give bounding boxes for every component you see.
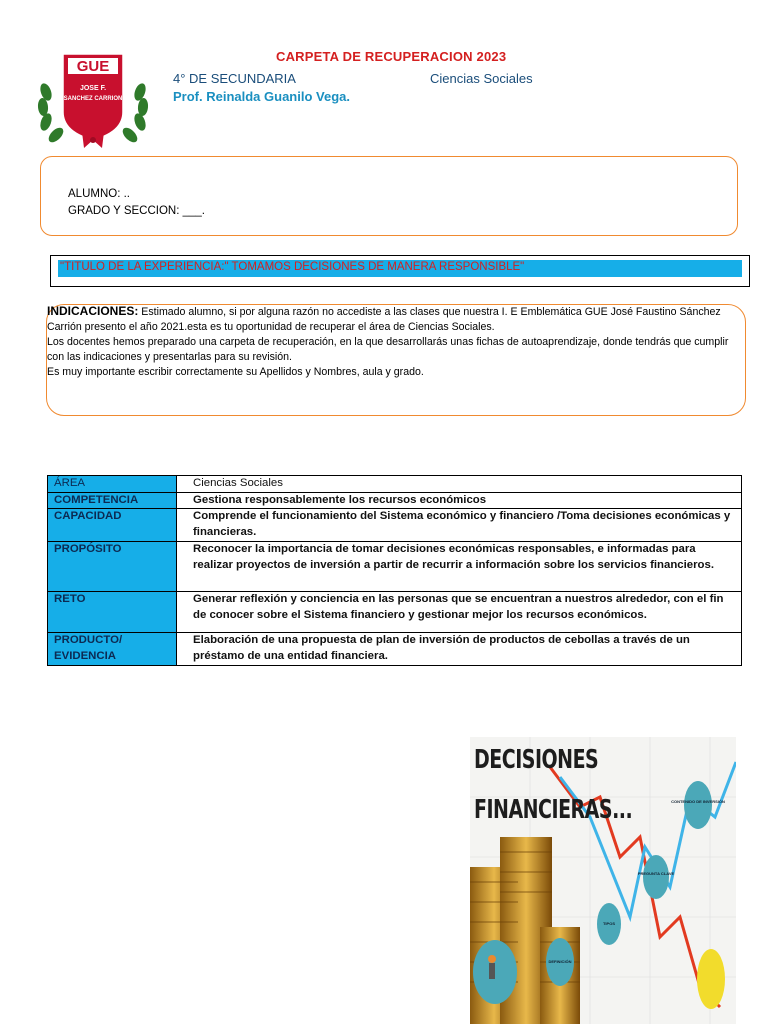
row-value: Comprende el funcionamiento del Sistema económico y financiero /Toma decisiones económicas y financieras. — [177, 509, 742, 542]
row-key: RETO — [48, 592, 177, 633]
student-info-box — [40, 156, 738, 236]
svg-text:JOSE F.: JOSE F. — [79, 85, 107, 92]
indications-lead: INDICACIONES: — [47, 304, 139, 318]
table-row — [48, 476, 742, 493]
school-logo — [36, 52, 150, 152]
table-row — [48, 542, 742, 592]
teacher-name: Prof. Reinalda Guanilo Vega. — [173, 89, 350, 104]
svg-text:CONTENIDO DE INVERSIÓN: CONTENIDO DE INVERSIÓN — [671, 799, 725, 804]
course-info-table — [47, 475, 742, 666]
course-name: Ciencias Sociales — [430, 71, 533, 86]
grade-section-field[interactable]: GRADO Y SECCION: ___. — [68, 205, 205, 217]
svg-text:PREGUNTA CLAVE: PREGUNTA CLAVE — [637, 871, 675, 876]
row-key: PROPÓSITO — [48, 542, 177, 592]
row-value: Reconocer la importancia de tomar decisiones económicas responsables, e informadas para realizar proyectos de inversión a partir de recurrir a información sobre los servicios financieros. — [177, 542, 742, 592]
row-key: ÁREA — [48, 476, 177, 493]
image-title-line-1: DECISIONES — [474, 745, 599, 775]
grade-level: 4° DE SECUNDARIA — [173, 71, 296, 86]
table-row — [48, 592, 742, 633]
experience-title: "TITULO DE LA EXPERIENCIA:" TOMAMOS DECISIONES DE MANERA RESPONSIBLE" — [60, 261, 525, 273]
indications-line-1: Estimado alumno, si por alguna razón no accediste a las clases que nuestra I. E Emblemática GUE José Faustino Sánchez Carrión presento el año 2021.esta es tu oportunidad de recuperar el área de Ciencias Sociales. — [47, 306, 721, 333]
row-key: COMPETENCIA — [48, 492, 177, 509]
table-row — [48, 509, 742, 542]
image-title-line-2: FINANCIERAS... — [474, 795, 633, 825]
indications-line-3: Es muy importante escribir correctamente su Apellidos y Nombres, aula y grado. — [47, 366, 424, 378]
student-name-field[interactable]: ALUMNO: .. — [68, 188, 130, 200]
row-key: PRODUCTO/ EVIDENCIA — [48, 633, 177, 666]
svg-text:SANCHEZ CARRION: SANCHEZ CARRION — [63, 96, 123, 102]
indications-text — [47, 304, 742, 380]
table-row — [48, 633, 742, 666]
indications-line-2: Los docentes hemos preparado una carpeta de recuperación, en la que desarrollarás unas fichas de autoaprendizaje, donde tendrás que cumplir con las indicaciones y presentarlas para su revisión. — [47, 336, 729, 363]
row-key: CAPACIDAD — [48, 509, 177, 542]
logo-text: GUE — [76, 58, 110, 75]
financial-decisions-image — [470, 737, 736, 1024]
row-value: Elaboración de una propuesta de plan de inversión de productos de cebollas a través de un préstamo de una entidad financiera. — [177, 633, 742, 666]
row-value: Gestiona responsablemente los recursos económicos — [177, 492, 742, 509]
page-title: CARPETA DE RECUPERACION 2023 — [276, 49, 507, 64]
row-value: Ciencias Sociales — [177, 476, 742, 493]
svg-text:TIPOS: TIPOS — [602, 921, 616, 926]
row-value: Generar reflexión y conciencia en las personas que se encuentran a nuestros alrededor, con el fin de conocer sobre el Sistema financiero y gestionar mejor los recursos económicos. — [177, 592, 742, 633]
svg-text:DEFINICIÓN: DEFINICIÓN — [548, 959, 572, 964]
table-row — [48, 492, 742, 509]
